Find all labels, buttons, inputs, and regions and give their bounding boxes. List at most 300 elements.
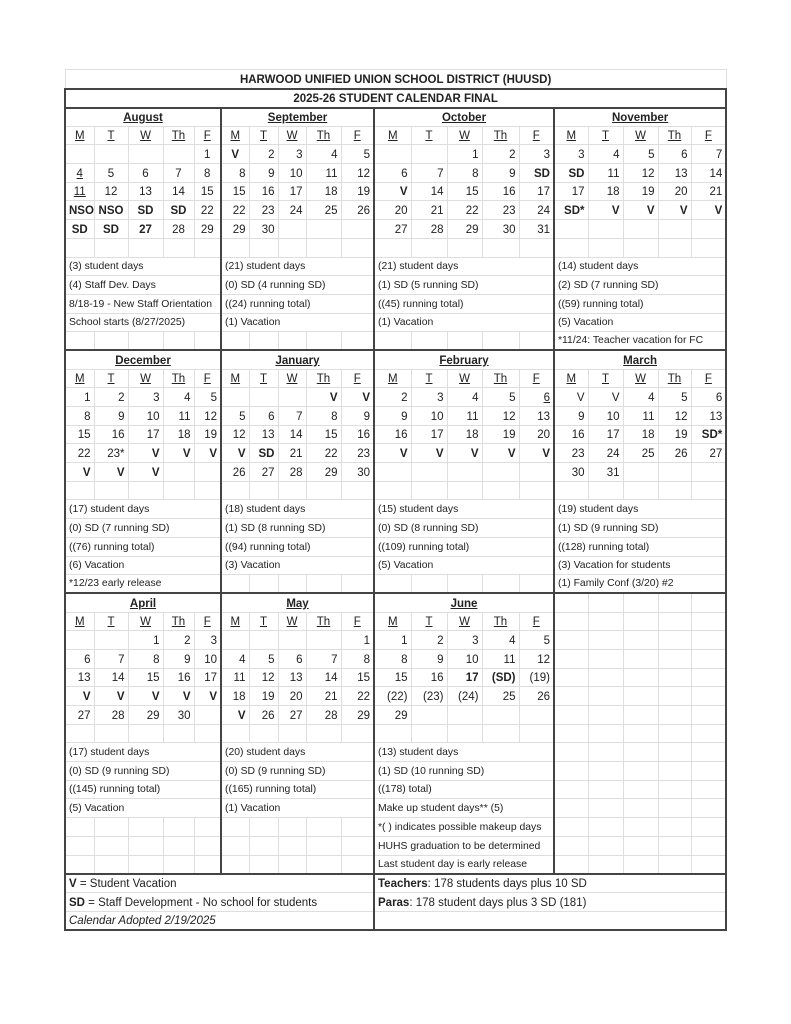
day-cell: 3 [194,631,221,650]
empty-cell [658,481,691,500]
empty-cell [554,780,588,799]
week-row [65,631,726,650]
weekday-header-row [65,369,726,388]
month-note: (1) SD (9 running SD) [554,519,726,538]
day-cell: V [194,444,221,463]
day-cell: 15 [194,182,221,201]
empty-cell [65,481,94,500]
empty-cell [554,238,588,257]
empty-cell [658,612,691,631]
empty-cell [249,332,278,351]
empty-cell [278,332,306,351]
day-cell: 29 [306,463,341,482]
day-cell: 15 [65,425,94,444]
notes-row [65,836,726,855]
day-cell: 29 [374,706,411,725]
empty-cell [519,481,554,500]
empty-cell [691,762,726,781]
day-cell: 22 [194,201,221,220]
legend-text: : 178 students days plus 10 SD [427,877,587,890]
empty-cell [221,332,249,351]
day-cell: 29 [194,220,221,239]
day-cell: 12 [519,649,554,668]
school-calendar-grid [64,69,727,931]
notes-row [65,276,726,295]
month-note: ((145) running total) [65,780,221,799]
day-cell: 9 [411,649,447,668]
weekday-header: F [691,369,726,388]
day-cell: SD* [554,201,588,220]
day-cell: 30 [249,220,278,239]
day-cell: SD [94,220,128,239]
month-note: (0) SD (8 running SD) [374,519,554,538]
day-cell: SD [163,201,194,220]
month-header-row [65,350,726,369]
empty-cell [554,706,588,725]
day-cell: 15 [341,668,374,687]
empty-cell [194,836,221,855]
day-cell: 31 [519,220,554,239]
empty-cell [623,855,658,874]
day-cell: 10 [194,649,221,668]
empty-cell [306,818,341,837]
empty-cell [658,706,691,725]
spacer-row [65,238,726,257]
weekday-header: Th [163,369,194,388]
day-cell: 5 [221,407,249,426]
notes-row [65,294,726,313]
day-cell: 11 [623,407,658,426]
empty-cell [341,220,374,239]
day-cell: 16 [341,425,374,444]
empty-cell [554,799,588,818]
empty-cell [691,780,726,799]
day-cell: 13 [278,668,306,687]
day-cell: 4 [306,145,341,164]
empty-cell [588,724,623,743]
day-cell: 17 [447,668,482,687]
month-note: (4) Staff Dev. Days [65,276,221,295]
weekday-header: Th [482,369,519,388]
notes-row [65,332,726,351]
month-header-row [65,108,726,127]
empty-cell [658,687,691,706]
empty-cell [163,481,194,500]
empty-cell [658,238,691,257]
month-note: (1) Vacation [374,313,554,332]
notes-row [65,519,726,538]
day-cell: V [374,444,411,463]
day-cell: 11 [588,164,623,183]
empty-cell [658,649,691,668]
day-cell: 13 [658,164,691,183]
subtitle-row [65,89,726,108]
day-cell: 17 [411,425,447,444]
month-note: (21) student days [221,257,374,276]
day-cell: SD [519,164,554,183]
empty-cell [411,724,447,743]
weekday-header: W [278,612,306,631]
day-cell: SD [249,444,278,463]
empty-cell [519,575,554,594]
day-cell: (19) [519,668,554,687]
month-note: (3) student days [65,257,221,276]
month-name: November [554,108,726,127]
empty-cell [306,238,341,257]
empty-cell [482,332,519,351]
day-cell: 30 [482,220,519,239]
weekday-header: W [447,369,482,388]
day-cell: 27 [278,706,306,725]
day-cell: 29 [447,220,482,239]
day-cell: 1 [65,388,94,407]
empty-cell [306,332,341,351]
day-cell: V [94,463,128,482]
empty-cell [128,818,163,837]
empty-cell [163,332,194,351]
empty-cell [278,388,306,407]
empty-cell [588,687,623,706]
empty-cell [411,706,447,725]
day-cell: 23 [341,444,374,463]
notes-row [65,537,726,556]
weekday-header: T [94,612,128,631]
weekday-header: M [221,369,249,388]
empty-cell [554,631,588,650]
day-cell: 12 [194,407,221,426]
day-cell: 17 [194,668,221,687]
weekday-header: T [411,126,447,145]
day-cell: 6 [691,388,726,407]
empty-cell [221,855,249,874]
empty-cell [691,724,726,743]
weekday-header: W [128,612,163,631]
adoption-note: Calendar Adopted 2/19/2025 [65,911,374,930]
empty-cell [411,463,447,482]
weekday-header: T [94,126,128,145]
empty-cell [163,836,194,855]
empty-cell [554,612,588,631]
weekday-header: F [519,612,554,631]
day-cell: 20 [658,182,691,201]
day-cell: V [94,687,128,706]
day-cell: 26 [249,706,278,725]
weekday-header: T [249,126,278,145]
empty-cell [554,687,588,706]
day-cell: 5 [249,649,278,668]
month-note: ((178) total) [374,780,554,799]
day-cell: SD [128,201,163,220]
empty-cell [411,238,447,257]
empty-cell [341,724,374,743]
weekday-header: W [128,126,163,145]
empty-cell [519,463,554,482]
empty-cell [691,706,726,725]
month-name: March [554,350,726,369]
day-cell: NSO [94,201,128,220]
month-note: (20) student days [221,743,374,762]
empty-cell [482,463,519,482]
empty-cell [623,631,658,650]
day-cell: 3 [447,631,482,650]
day-cell: (22) [374,687,411,706]
day-cell: 19 [194,425,221,444]
month-note: ((128) running total) [554,537,726,556]
weekday-header: M [554,126,588,145]
month-note: (14) student days [554,257,726,276]
day-cell: 25 [306,201,341,220]
day-cell: 6 [249,407,278,426]
day-cell: 15 [221,182,249,201]
empty-cell [519,332,554,351]
empty-cell [278,855,306,874]
empty-cell [221,575,249,594]
empty-cell [554,649,588,668]
empty-cell [691,463,726,482]
empty-cell [658,668,691,687]
day-cell: 11 [306,164,341,183]
day-cell: 12 [221,425,249,444]
weekday-header: Th [306,612,341,631]
day-cell: 5 [194,388,221,407]
day-cell: 5 [341,145,374,164]
month-note: (0) SD (4 running SD) [221,276,374,295]
month-note: (0) SD (9 running SD) [65,762,221,781]
day-cell: V [447,444,482,463]
empty-cell [588,706,623,725]
legend-key: Teachers [378,877,428,890]
empty-cell [94,481,128,500]
day-cell: 22 [306,444,341,463]
weekday-header-row [65,126,726,145]
day-cell: 10 [447,649,482,668]
weekday-header: F [194,126,221,145]
day-cell: V [519,444,554,463]
empty-cell [623,743,658,762]
empty-cell [658,799,691,818]
empty-cell [658,780,691,799]
day-cell: 7 [163,164,194,183]
day-cell: 7 [306,649,341,668]
day-cell: 4 [65,164,94,183]
day-cell: 10 [411,407,447,426]
day-cell: 7 [278,407,306,426]
empty-cell [194,706,221,725]
empty-cell [588,836,623,855]
empty-cell [588,780,623,799]
empty-cell [588,799,623,818]
empty-cell [128,238,163,257]
empty-cell [658,593,691,612]
weekday-header: F [341,126,374,145]
day-cell: 29 [221,220,249,239]
day-cell: 10 [588,407,623,426]
weekday-header: F [519,369,554,388]
weekday-header: T [249,369,278,388]
month-note: (0) SD (9 running SD) [221,762,374,781]
empty-cell [306,724,341,743]
empty-cell [623,612,658,631]
day-cell: V [221,145,249,164]
day-cell: 4 [482,631,519,650]
empty-cell [482,238,519,257]
day-cell: V [482,444,519,463]
day-cell: 16 [163,668,194,687]
weekday-header: F [194,369,221,388]
day-cell: 14 [94,668,128,687]
day-cell: 18 [447,425,482,444]
day-cell: 14 [278,425,306,444]
day-cell: 25 [623,444,658,463]
week-row [65,463,726,482]
weekday-header: W [623,126,658,145]
week-row [65,706,726,725]
legend-key: SD [69,896,85,909]
notes-row [65,575,726,594]
notes-row [65,257,726,276]
weekday-header: Th [658,369,691,388]
empty-cell [588,649,623,668]
day-cell: 24 [588,444,623,463]
empty-cell [249,818,278,837]
day-cell: 29 [341,706,374,725]
empty-cell [374,724,411,743]
legend-item [65,874,374,893]
empty-cell [194,332,221,351]
empty-cell [588,612,623,631]
month-note: ((24) running total) [221,294,374,313]
day-cell: 28 [306,706,341,725]
weekday-header: Th [658,126,691,145]
day-cell: 8 [447,164,482,183]
day-cell: 28 [94,706,128,725]
day-cell: 1 [128,631,163,650]
empty-cell [691,593,726,612]
weekday-header: Th [163,126,194,145]
day-cell: 7 [411,164,447,183]
empty-cell [65,238,94,257]
day-cell: V [588,388,623,407]
empty-cell [221,631,249,650]
day-cell: 4 [623,388,658,407]
day-cell: V [163,687,194,706]
empty-cell [519,238,554,257]
day-cell: (24) [447,687,482,706]
month-note: (21) student days [374,257,554,276]
day-cell: 20 [374,201,411,220]
day-cell: 21 [411,201,447,220]
day-cell: 21 [306,687,341,706]
empty-cell [691,687,726,706]
weekday-header: W [278,126,306,145]
day-cell: 1 [341,631,374,650]
weekday-header: M [65,612,94,631]
empty-cell [519,706,554,725]
day-cell: SD [554,164,588,183]
legend-row [65,911,726,930]
day-cell: 10 [278,164,306,183]
empty-cell [623,762,658,781]
day-cell: 21 [278,444,306,463]
day-cell: V [374,182,411,201]
day-cell: V [341,388,374,407]
day-cell: V [623,201,658,220]
empty-cell [341,238,374,257]
day-cell: 6 [658,145,691,164]
day-cell: 8 [221,164,249,183]
empty-cell [447,238,482,257]
day-cell: 9 [163,649,194,668]
empty-cell [691,818,726,837]
week-row [65,388,726,407]
day-cell: 16 [249,182,278,201]
month-name: August [65,108,221,127]
month-note: ((109) running total) [374,537,554,556]
weekday-header: W [447,612,482,631]
day-cell: 30 [341,463,374,482]
day-cell: 16 [554,425,588,444]
empty-cell [691,481,726,500]
day-cell: 22 [447,201,482,220]
weekday-header: W [447,126,482,145]
day-cell: 20 [519,425,554,444]
empty-cell [691,836,726,855]
day-cell: 14 [411,182,447,201]
empty-cell [623,593,658,612]
empty-cell [588,743,623,762]
day-cell: 26 [658,444,691,463]
weekday-header: T [588,369,623,388]
day-cell: 12 [249,668,278,687]
empty-cell [278,481,306,500]
month-note: (1) SD (10 running SD) [374,762,554,781]
legend-item [374,874,726,893]
weekday-header: Th [306,126,341,145]
empty-cell [221,388,249,407]
day-cell: 5 [658,388,691,407]
day-cell: 30 [554,463,588,482]
month-name: September [221,108,374,127]
empty-cell [588,855,623,874]
empty-cell [278,220,306,239]
month-note: (1) Vacation [221,313,374,332]
empty-cell [249,481,278,500]
day-cell: 8 [374,649,411,668]
empty-cell [249,238,278,257]
empty-cell [691,743,726,762]
day-cell: SD [65,220,94,239]
month-note: (17) student days [65,743,221,762]
day-cell: 21 [691,182,726,201]
day-cell: 11 [482,649,519,668]
empty-cell [554,593,588,612]
day-cell: 7 [691,145,726,164]
empty-cell [588,631,623,650]
empty-cell [588,762,623,781]
day-cell: (23) [411,687,447,706]
day-cell: 22 [341,687,374,706]
day-cell: 14 [306,668,341,687]
day-cell: 18 [623,425,658,444]
legend-row [65,874,726,893]
empty-cell [658,220,691,239]
month-note: (3) Vacation [221,556,374,575]
week-row [65,220,726,239]
empty-cell [411,481,447,500]
week-row [65,687,726,706]
day-cell: 23 [554,444,588,463]
day-cell: V [691,201,726,220]
